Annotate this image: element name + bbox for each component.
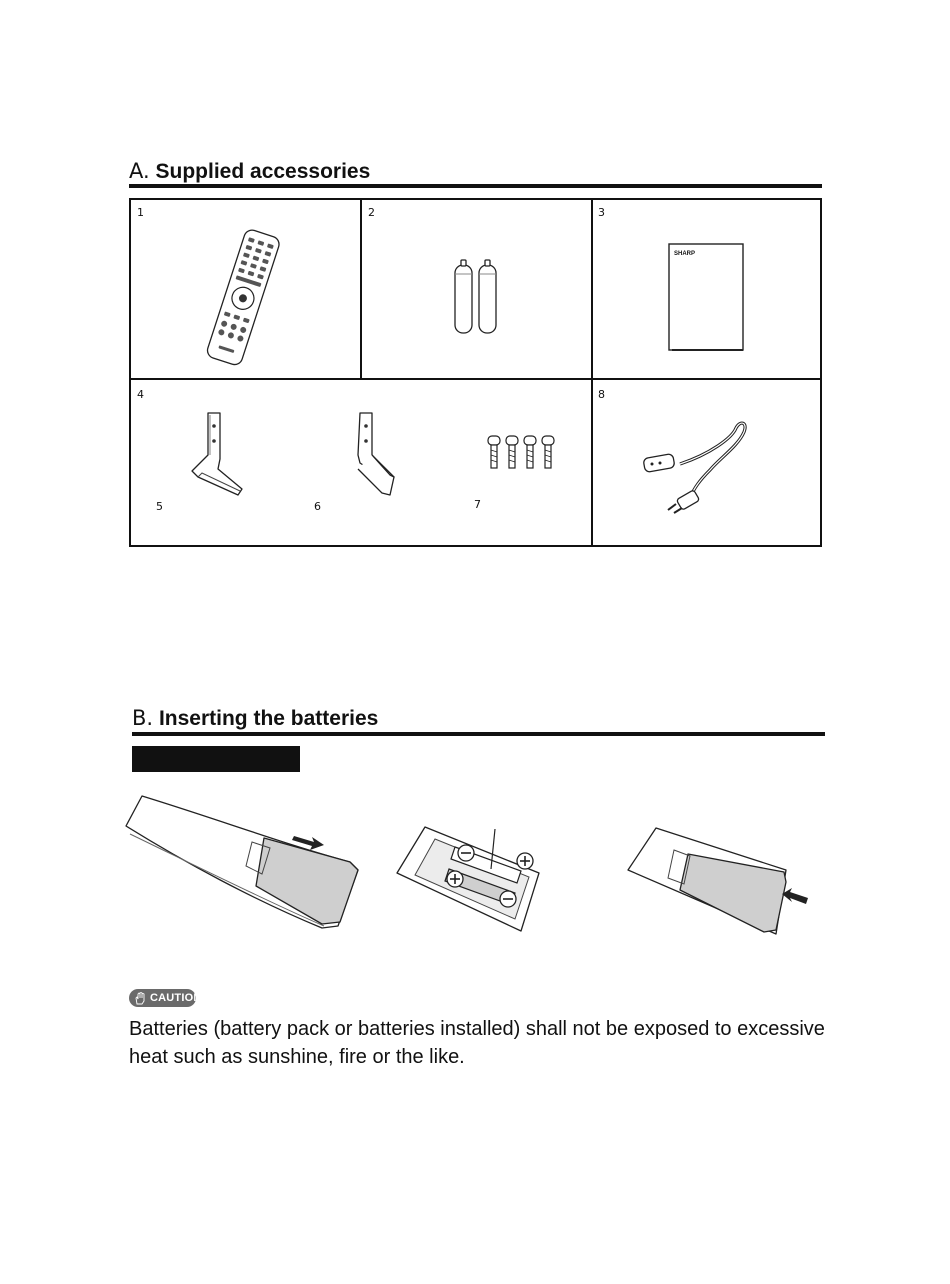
battery-step-1-illustration: [124, 790, 364, 930]
step-label-bar: [132, 746, 300, 772]
section-a-rule: [129, 184, 822, 188]
hand-icon: [134, 992, 146, 1005]
section-a-letter: A.: [129, 159, 150, 183]
item-number-remote: 1: [137, 206, 144, 219]
grid-divider: [591, 200, 593, 547]
section-b-heading: [132, 706, 378, 731]
section-a-heading: [129, 159, 370, 184]
manual-illustration: [668, 243, 744, 351]
item-number-stand-parts: 4: [137, 388, 144, 401]
screws-illustration: [485, 434, 557, 472]
stand-left-illustration: [188, 411, 248, 497]
batteries-illustration: [447, 258, 503, 336]
section-b-letter: B.: [132, 706, 154, 730]
item-number-stand-left: 5: [156, 500, 163, 513]
battery-step-2-illustration: [395, 825, 545, 935]
remote-control-illustration: [195, 228, 290, 368]
grid-divider: [131, 378, 820, 380]
section-b-rule: [132, 732, 825, 736]
grid-divider: [360, 200, 362, 379]
power-cord-illustration: [640, 418, 755, 514]
caution-label: CAUTION: [150, 992, 202, 1004]
item-number-batteries: 2: [368, 206, 375, 219]
stand-right-illustration: [352, 411, 412, 497]
battery-step-3-illustration: [626, 826, 811, 936]
item-number-power-cord: 8: [598, 388, 605, 401]
section-b-title: Inserting the batteries: [158, 707, 379, 730]
section-a-title: Supplied accessories: [155, 160, 371, 183]
manual-brand-text: SHARP: [674, 251, 696, 257]
caution-badge: [129, 989, 202, 1007]
item-number-screws: 7: [474, 498, 481, 511]
item-number-stand-right: 6: [314, 500, 321, 513]
caution-text: Batteries (battery pack or batteries installed) shall not be exposed to excessive heat such as sunshine, fire or the like.: [129, 1018, 825, 1068]
item-number-manual: 3: [598, 206, 605, 219]
